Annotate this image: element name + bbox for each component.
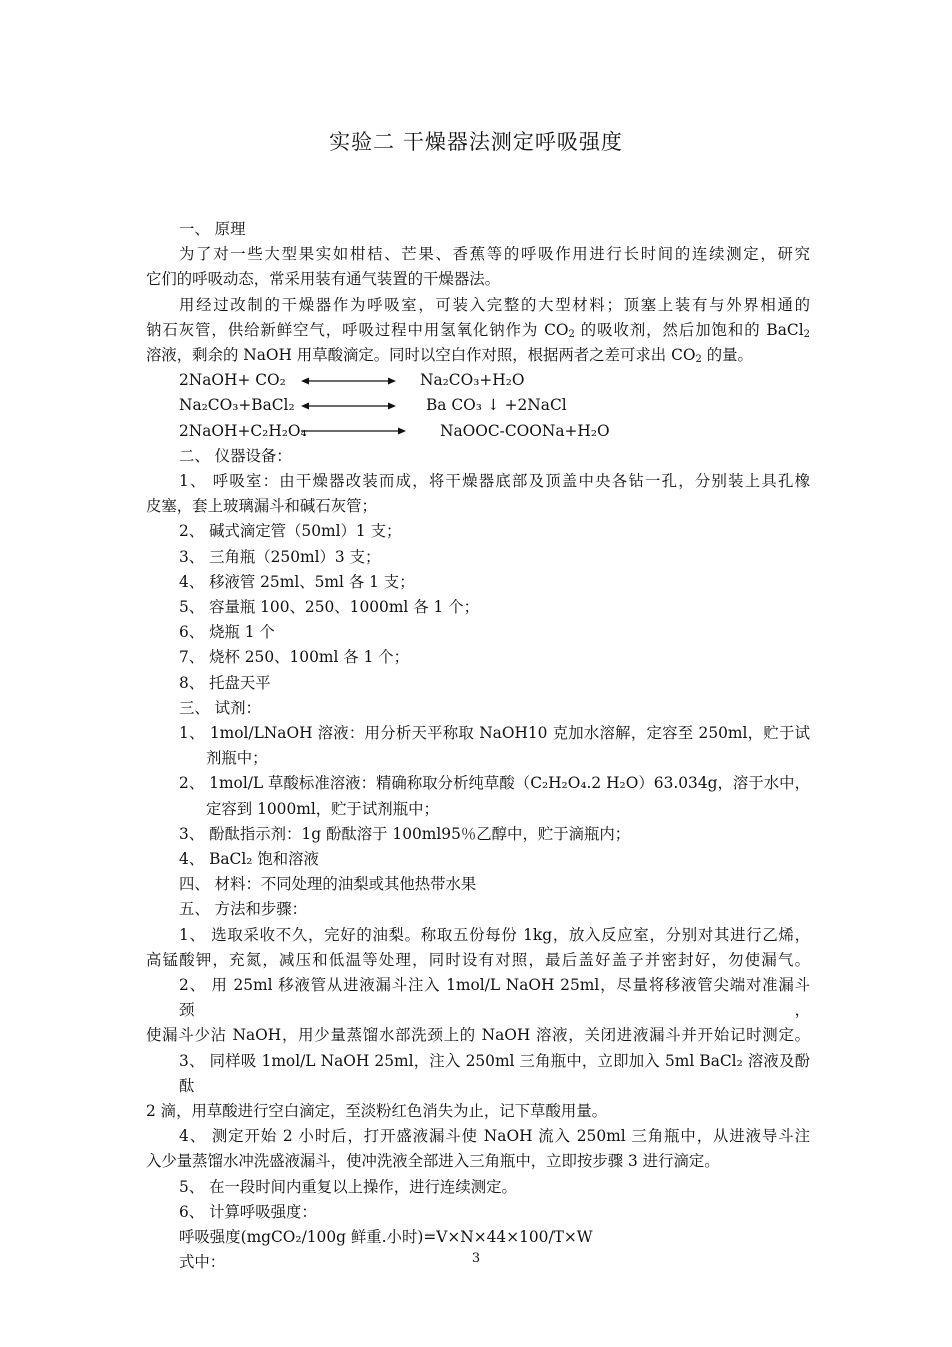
- list-item: 8、 托盘天平: [179, 673, 271, 692]
- list-item: 2、 1mol/L 草酸标准溶液：精确称取分析纯草酸（C₂H₂O₄.2 H₂O）63.034g，溶于水中，: [179, 774, 810, 793]
- step-line: 高锰酸钾，充氮，减压和低温等处理，同时设有对照，最后盖好盖子并密封好，勿使漏气。: [146, 950, 810, 969]
- page-title: 实验二 干燥器法测定呼吸强度: [329, 130, 623, 154]
- step-line: 入少量蒸馏水冲洗盛液漏斗，使冲洗液全部进入三角瓶中，立即按步骤 3 进行滴定。: [146, 1152, 720, 1171]
- step-line: 使漏斗少沾 NaOH，用少量蒸馏水部洗颈上的 NaOH 溶液，关闭进液漏斗并开始记时测定。: [146, 1026, 810, 1045]
- step-line: 2、 用 25ml 移液管从进液漏斗注入 1mol/L NaOH 25ml，尽量将移液管尖端对准漏斗颈，: [179, 976, 810, 1020]
- paragraph-line-co2: [146, 343, 810, 368]
- formula-where: 式中：: [179, 1253, 226, 1272]
- equation-right: Ba CO₃ ↓ +2NaCl: [426, 396, 567, 415]
- equation-row: [146, 419, 810, 444]
- text-run: 的量。: [706, 346, 753, 365]
- list-item: 5、 容量瓶 100、250、1000ml 各 1 个；: [179, 598, 479, 616]
- step-line: 4、 测定开始 2 小时后，打开盛液漏斗使 NaOH 流入 250ml 三角瓶中，从进液导斗注: [179, 1127, 810, 1146]
- text-run: 溶液，剩余的 NaOH 用草酸滴定。同时以空白作对照，根据两者之差可求出 CO: [146, 346, 696, 365]
- list-item: 2、 碱式滴定管（50ml）1 支；: [179, 522, 402, 541]
- paragraph-line-co2: [146, 318, 810, 343]
- double-arrow-icon: [301, 376, 396, 386]
- section-heading-reagents: 三、 试剂：: [179, 698, 261, 717]
- equation-row: [146, 368, 810, 393]
- paragraph-line: 为了对一些大型果实如柑桔、芒果、香蕉等的呼吸作用进行长时间的连续测定，研究: [179, 245, 810, 264]
- subscript: 2: [568, 328, 575, 340]
- list-item-continued: 剂瓶中；: [206, 749, 268, 768]
- section-heading-materials: 四、 材料：不同处理的油梨或其他热带水果: [179, 875, 477, 894]
- list-item: 3、 三角瓶（250ml）3 支；: [179, 547, 381, 566]
- step-line: 1、 选取采收不久，完好的油梨。称取五份每份 1kg，放入反应室，分别对其进行乙烯，: [179, 925, 810, 944]
- paragraph-line: 用经过改制的干燥器作为呼吸室，可装入完整的大型材料；顶塞上装有与外界相通的: [179, 295, 810, 314]
- equation-right: Na₂CO₃+H₂O: [420, 371, 525, 390]
- list-item-continued: 定容到 1000ml，贮于试剂瓶中；: [206, 799, 439, 818]
- list-item: 4、 移液管 25ml、5ml 各 1 支；: [179, 572, 415, 591]
- list-item: 6、 烧瓶 1 个: [179, 623, 275, 642]
- equation-right: NaOOC-COONa+H₂O: [440, 421, 610, 440]
- document-body: [146, 217, 810, 1275]
- subscript: 2: [695, 354, 702, 366]
- equation-left: Na₂CO₃+BaCl₂: [179, 396, 295, 415]
- page-number: 3: [471, 1251, 481, 1266]
- subscript: 2: [803, 328, 810, 340]
- list-item: 7、 烧杯 250、100ml 各 1 个；: [179, 648, 410, 667]
- paragraph-line: 它们的呼吸动态，常采用装有通气装置的干燥器法。: [146, 270, 500, 289]
- equation-row: [146, 393, 810, 418]
- list-item: 1、 呼吸室：由干燥器改装而成，将干燥器底部及顶盖中央各钻一孔，分别装上具孔橡: [179, 471, 810, 490]
- text-run: 钠石灰管，供给新鲜空气，呼吸过程中用氢氧化钠作为 CO: [146, 320, 569, 339]
- list-item-continued: 皮塞，套上玻璃漏斗和碱石灰管；: [146, 497, 377, 516]
- equation-left: 2NaOH+ CO₂: [179, 371, 286, 390]
- list-item: 1、 1mol/LNaOH 溶液：用分析天平称取 NaOH10 克加水溶解，定容至 250ml，贮于试: [179, 724, 810, 743]
- section-heading-apparatus: 二、 仪器设备：: [179, 446, 292, 465]
- list-item: 4、 BaCl₂ 饱和溶液: [179, 850, 319, 869]
- step-line: 6、 计算呼吸强度：: [179, 1202, 317, 1221]
- double-arrow-icon: [301, 401, 396, 411]
- formula: 呼吸强度(mgCO₂/100g 鲜重.小时)=V×N×44×100/T×W: [179, 1228, 593, 1247]
- section-heading-methods: 五、 方法和步骤：: [179, 900, 308, 919]
- right-arrow-icon: [301, 426, 406, 436]
- text-run: 的吸收剂，然后加饱和的 BaCl: [580, 320, 804, 339]
- step-line: 5、 在一段时间内重复以上操作，进行连续测定。: [179, 1177, 517, 1196]
- step-line: 3、 同样吸 1mol/L NaOH 25ml，注入 250ml 三角瓶中，立即加入 5ml BaCl₂ 溶液及酚酞: [179, 1051, 810, 1095]
- list-item: 3、 酚酞指示剂：1g 酚酞溶于 100ml95％乙醇中，贮于滴瓶内；: [179, 824, 631, 843]
- equation-left: 2NaOH+C₂H₂O₄: [179, 421, 307, 440]
- step-line: 2 滴，用草酸进行空白滴定，至淡粉红色消失为止，记下草酸用量。: [146, 1102, 608, 1121]
- section-heading-principle: 一、 原理: [179, 220, 246, 238]
